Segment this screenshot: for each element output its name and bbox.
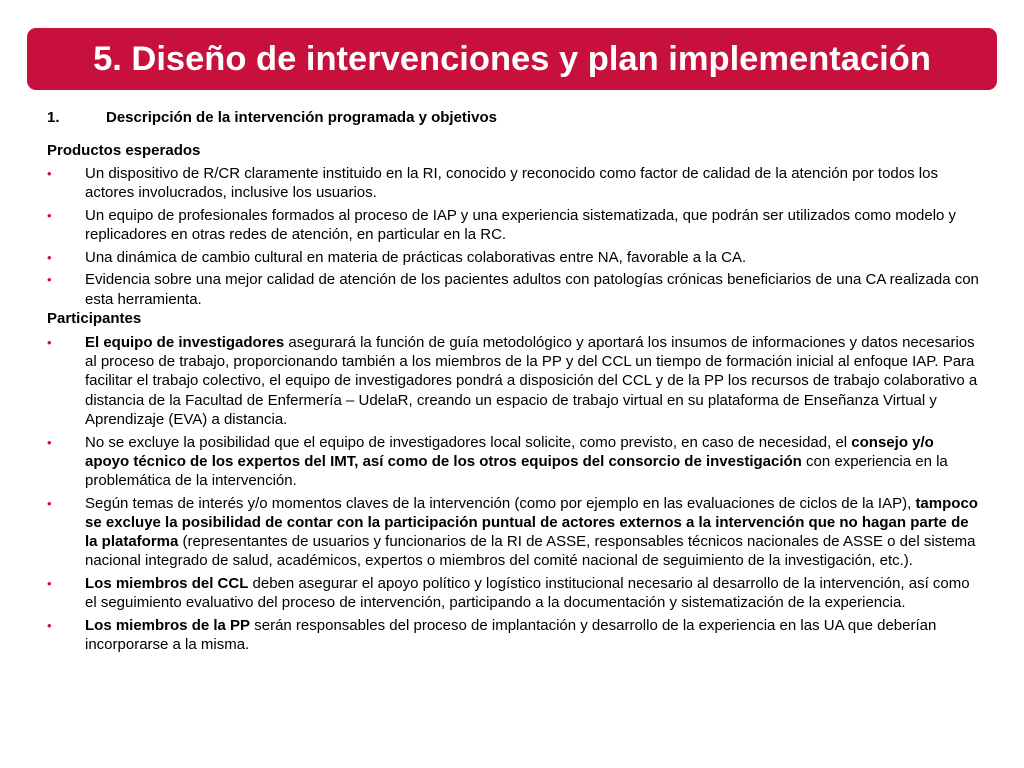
bullet-icon: •	[47, 207, 52, 223]
product-text: Un dispositivo de R/CR claramente instituido en la RI, conocido y reconocido como factor de calidad de la atención por todos los actores involucrados, inclusive los usuarios.	[85, 164, 938, 202]
slide-title-bar	[27, 28, 997, 90]
products-heading: Productos esperados	[47, 142, 201, 160]
section-heading	[47, 108, 982, 127]
bullet-icon: •	[47, 249, 52, 265]
participant-text	[85, 494, 982, 571]
participant-text-post: (representantes de usuarios y funcionarios de la RI de ASSE, responsables técnicos nacionales de ASSE o del sistema nacional integrado de salud, académicos, expertos o miembros del comité nacional de seguimiento de la investigación, etc.).	[85, 533, 976, 570]
participant-bold-lead: Los miembros de la PP	[85, 616, 251, 634]
product-text: Evidencia sobre una mejor calidad de atención de los pacientes adultos con patologías crónicas beneficiarios de una CA realizada con esta herramienta.	[85, 271, 979, 308]
participant-text	[85, 616, 982, 654]
section-number: 1.	[47, 109, 60, 126]
list-item	[47, 206, 982, 244]
bullet-icon: •	[47, 617, 52, 633]
list-item	[47, 248, 982, 267]
list-item	[47, 494, 982, 571]
participant-bold-lead: El equipo de investigadores	[85, 334, 285, 352]
list-item	[47, 270, 982, 308]
participant-text-post: con experiencia en la problemática de la intervención.	[85, 452, 948, 489]
participant-text	[85, 333, 982, 429]
list-item	[47, 574, 982, 612]
list-item	[47, 164, 982, 202]
participant-bold-phrase: consejo y/o apoyo técnico de los expertos del IMT, así como de los otros equipos del consorcio de investigación	[85, 433, 934, 470]
bullet-icon: •	[47, 575, 52, 591]
product-text: Una dinámica de cambio cultural en materia de prácticas colaborativas entre NA, favorable a la CA.	[85, 248, 747, 266]
participant-text-pre: No se excluye la posibilidad que el equipo de investigadores local solicite, como previsto, en caso de necesidad, el	[85, 433, 852, 451]
list-item	[47, 616, 982, 654]
bullet-icon: •	[47, 272, 52, 288]
participant-text	[85, 574, 982, 612]
list-item	[47, 433, 982, 491]
participant-text-rest: deben asegurar el apoyo político y logístico institucional necesario al desarrollo de la intervención, así como el seguimiento evaluativo del proceso de intervención, participando a la documentación y sistematización de la experiencia.	[85, 574, 970, 612]
bullet-icon: •	[47, 434, 52, 450]
bullet-icon: •	[47, 495, 52, 511]
participant-text-rest: asegurará la función de guía metodológico y aportará los insumos de informaciones y datos necesarios al proceso de trabajo, proporcionando también a los miembros de la PP y del CCL un tiempo de formación inicial al enfoque IAP. Para facilitar el trabajo colectivo, el equipo de investigadores pondrá a disposición del CCL y de la PP los recursos de trabajo colaborativo a distancia de la Facultad de Enfermería – UdelaR, creando un espacio de trabajo virtual en su plataforma de Enseñanza Virtual y Aprendizaje (EVA) a distancia.	[85, 334, 978, 428]
participant-bold-lead: Los miembros del CCL	[85, 574, 249, 592]
list-item	[47, 333, 982, 429]
bullet-icon: •	[47, 165, 52, 181]
participants-heading: Participantes	[47, 309, 142, 327]
participants-list	[47, 333, 982, 654]
participant-text	[85, 433, 982, 491]
participant-bold-phrase: tampoco se excluye la posibilidad de contar con la participación puntual de actores externos a la intervención que no hagan parte de la plataforma	[85, 494, 978, 551]
slide-content	[47, 108, 982, 654]
participant-text-pre: Según temas de interés y/o momentos claves de la intervención (como por ejemplo en las evaluaciones de ciclos de la IAP),	[85, 494, 916, 512]
product-text: Un equipo de profesionales formados al proceso de IAP y una experiencia sistematizada, que podrán ser utilizados como modelo y replicadores en otras redes de atención, en particular en la RC.	[85, 206, 957, 244]
bullet-icon: •	[47, 335, 52, 351]
participant-text-rest: serán responsables del proceso de implantación y desarrollo de la experiencia en las UA que deberían incorporarse a la misma.	[85, 616, 937, 654]
section-title: Descripción de la intervención programada y objetivos	[106, 109, 497, 126]
slide-title: 5. Diseño de intervenciones y plan implementación	[93, 39, 931, 78]
products-list	[47, 164, 982, 309]
